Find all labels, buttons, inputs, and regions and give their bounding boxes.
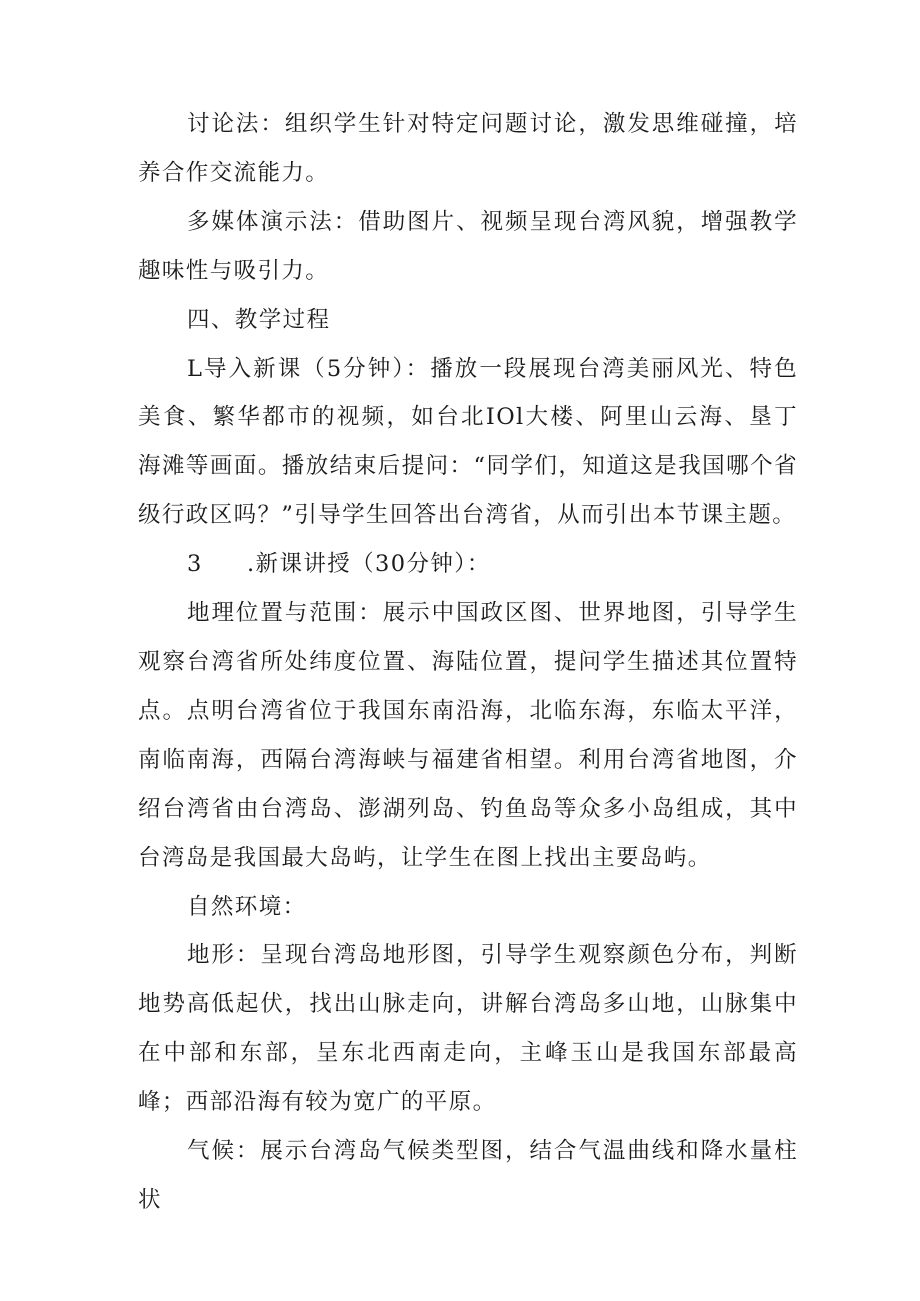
paragraph-climate: 气候：展示台湾岛气候类型图，结合气温曲线和降水量柱状 <box>138 1138 798 1213</box>
section-heading-teaching-process: 四、教学过程 <box>187 306 331 333</box>
section-heading-text: .新课讲授（30分钟）： <box>247 551 491 578</box>
document-body <box>138 100 798 1225</box>
paragraph-terrain: 地形：呈现台湾岛地形图，引导学生观察颜色分布，判断地势高低起伏，找出山脉走向，讲解台湾岛多山地，山脉集中在中部和东部，呈东北西南走向，主峰玉山是我国东部最高峰；西部沿海有较为宽广的平原。 <box>138 942 798 1116</box>
section-number: 3 <box>187 551 203 578</box>
paragraph-discussion-method: 讨论法：组织学生针对特定问题讨论，激发思维碰撞，培养合作交流能力。 <box>138 111 798 186</box>
paragraph-intro-lesson: L导入新课（5分钟）：播放一段展现台湾美丽风光、特色美食、繁华都市的视频，如台北IOl大楼、阿里山云海、垦丁海滩等画面。播放结束后提问：“同学们，知道这是我国哪个省级行政区吗？”引导学生回答出台湾省，从而引出本节课主题。 <box>138 355 798 529</box>
paragraph-new-lesson-heading <box>138 540 798 589</box>
paragraph-location-range: 地理位置与范围：展示中国政区图、世界地图，引导学生观察台湾省所处纬度位置、海陆位置，提问学生描述其位置特点。点明台湾省位于我国东南沿海，北临东海，东临太平洋，南临南海，西隔台湾海峡与福建省相望。利用台湾省地图，介绍台湾省由台湾岛、澎湖列岛、钓鱼岛等众多小岛组成，其中台湾岛是我国最大岛屿，让学生在图上找出主要岛屿。 <box>138 600 798 871</box>
paragraph-natural-environment: 自然环境： <box>187 893 307 920</box>
paragraph-multimedia-method: 多媒体演示法：借助图片、视频呈现台湾风貌，增强教学趣味性与吸引力。 <box>138 208 798 284</box>
